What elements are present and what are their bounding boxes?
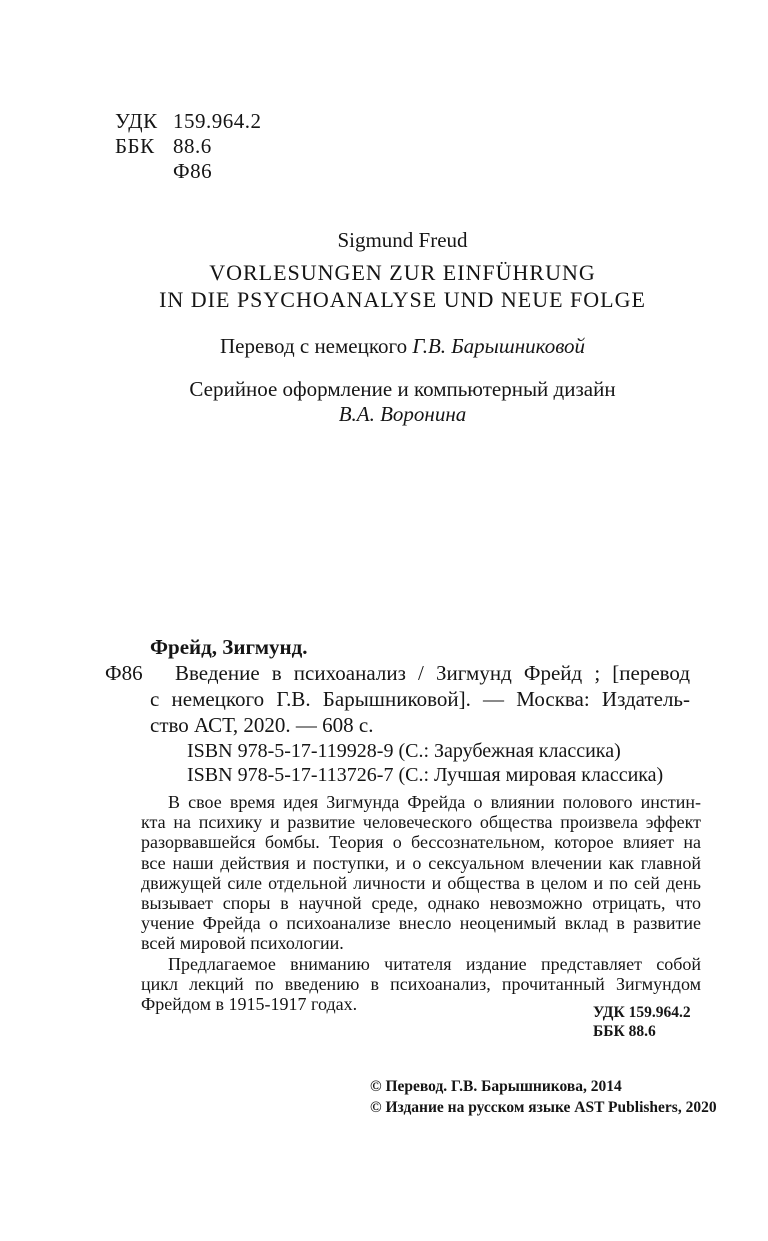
udk-value: 159.964.2 — [173, 109, 262, 133]
original-title-line1: VORLESUNGEN ZUR EINFÜHRUNG — [209, 260, 596, 285]
annotation-line: цикл лекций по введению в психоанализ, прочитанный Зигмундом — [141, 973, 701, 994]
annotation-line: все наши действия и поступки, и о сексуальном влечении как главной — [141, 852, 701, 873]
catalog-author-code: Ф86 — [105, 661, 143, 685]
bottom-bbk: ББК 88.6 — [593, 1022, 656, 1040]
annotation-line: вызывает споры в научной среде, однако невозможно отрицать, что — [141, 893, 701, 914]
copyright-block — [370, 1077, 717, 1118]
classification-codes — [115, 109, 262, 184]
translator-name: Г.В. Барышниковой — [412, 334, 586, 358]
author-latin-name: Sigmund Freud — [337, 228, 468, 252]
annotation-line: движущей силе отдельной личности и общества в целом и по сей день — [141, 872, 701, 893]
author-code: Ф86 — [173, 159, 213, 183]
annotation-line: всей мировой психологии. — [141, 933, 344, 954]
annotation-line: Предлагаемое вниманию читателя издание представляет собой — [168, 953, 701, 974]
designer-name: В.А. Воронина — [338, 402, 467, 426]
design-credit: Серийное оформление и компьютерный дизайн — [189, 377, 616, 401]
annotation-line: Фрейдом в 1915-1917 годах. — [141, 994, 358, 1015]
catalog-description-line: Введение в психоанализ / Зигмунд Фрейд ; [перевод — [175, 661, 690, 685]
isbn-block — [187, 740, 663, 787]
isbn-line: ISBN 978-5-17-119928-9 (С.: Зарубежная классика) — [187, 740, 621, 762]
bottom-udk: УДК 159.964.2 — [593, 1004, 691, 1021]
translation-prefix: Перевод с немецкого — [219, 334, 413, 358]
annotation — [141, 792, 701, 1014]
catalog-description-line: ство АСТ, 2020. — 608 с. — [150, 713, 374, 737]
copyright-line: © Перевод. Г.В. Барышникова, 2014 — [370, 1078, 622, 1095]
translation-credit — [115, 334, 690, 359]
udk-row — [115, 109, 262, 134]
catalog-author-heading: Фрейд, Зигмунд. — [150, 635, 308, 659]
udk-label: УДК — [115, 109, 158, 133]
bottom-classification-codes — [593, 1004, 691, 1041]
design-credit-block — [115, 377, 690, 427]
annotation-line: разорвавшейся бомбы. Теория о бессознательном, которое влияет на — [141, 832, 701, 853]
original-title-line2: IN DIE PSYCHOANALYSE UND NEUE FOLGE — [159, 287, 646, 312]
catalog-card — [105, 634, 690, 738]
original-german-title — [115, 259, 690, 313]
isbn-line: ISBN 978-5-17-113726-7 (С.: Лучшая мировая классика) — [187, 763, 664, 786]
bbk-value: 88.6 — [173, 134, 212, 158]
author-code-row — [115, 159, 262, 184]
annotation-line: В свое время идея Зигмунда Фрейда о влиянии полового инстин- — [168, 792, 701, 812]
annotation-line: кта на психику и развитие человеческого общества произвела эффект — [141, 812, 701, 833]
catalog-description-line: с немецкого Г.В. Барышниковой]. — Москва: Издатель- — [150, 687, 690, 711]
annotation-line: учение Фрейда о психоанализе внесло неоценимый вклад в развитие — [141, 913, 701, 934]
copyright-line: © Издание на русском языке AST Publishers, 2020 — [370, 1098, 717, 1116]
bbk-label: ББК — [115, 134, 155, 158]
bbk-row — [115, 134, 262, 159]
